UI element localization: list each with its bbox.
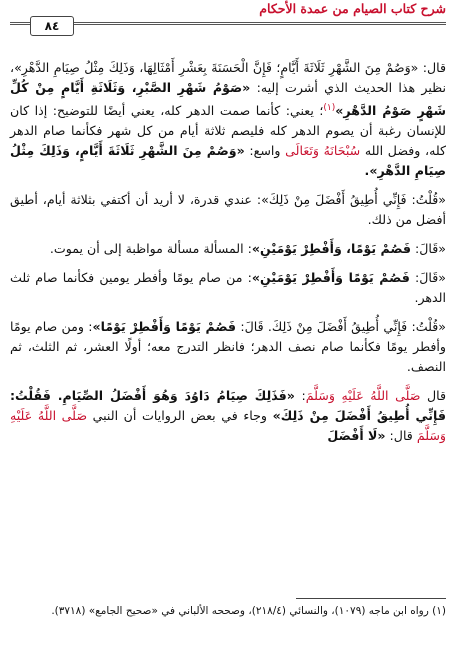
p6-hadith-quote-2: «لَا أَفْضَلَ (327, 428, 386, 444)
footnote-ref: (١) (323, 103, 336, 113)
paragraph-2 (10, 190, 446, 230)
p1-text-4: واسع: (244, 143, 286, 159)
p1-text-1: قال: «وَصُمْ مِنَ الشَّهْرِ ثَلَاثَةَ أَيَّامٍ؛ فَإِنَّ الْحَسَنَةَ بِعَشْرِ أَمْثَالِهَا، وَذَلِكَ مِثْلُ صِيَامِ الدَّهْرِ»، نظير هذا الحديث الذي أشرت إليه: (10, 60, 447, 95)
p4-quote-bold: فَصُمْ يَوْمًا وَأَفْطِرْ يَوْمَيْنِ» (251, 270, 410, 286)
page-number: ٨٤ (30, 16, 74, 36)
p6-text-5: قال: (385, 428, 417, 444)
p1-hadith-quote-2: «وَصُمْ مِنَ الشَّهْرِ ثَلَاثَةَ أَيَّامٍ، وَذَلِكَ مِثْلُ صِيَامِ الدَّهْرِ». (10, 143, 446, 179)
p2-text: : عندي قدرة، لا أريد أن أكتفي بثلاثة أيام، أطيق أفضل من ذلك. (10, 192, 446, 228)
paragraph-4 (10, 268, 446, 308)
p6-text-4: وجاء في بعض الروايات أن النبي (87, 408, 273, 424)
p3-quote-start: «قَالَ: (411, 241, 446, 257)
paragraph-5 (10, 317, 446, 377)
footnote (10, 603, 446, 620)
honorific-glyph: صَلَّى اللَّهُ عَلَيْهِ وَسَلَّمَ (10, 408, 446, 444)
p1-hadith-quote: «صَوْمُ شَهْرِ الصَّبْرِ، وَثَلَاثَةِ أَيَّامٍ مِنْ كُلِّ شَهْرٍ صَوْمُ الدَّهْرِ» (10, 80, 446, 119)
p6-hadith-quote: «فَذَلِكَ صِيَامُ دَاوُدَ وَهُوَ أَفْضَلُ الصِّيَامِ. فَقُلْتُ: فَإِنِّي أُطِيقُ أَفْضَلَ مِنْ ذَلِكَ» (10, 388, 447, 424)
p3-quote-bold: فَصُمْ يَوْمًا، وَأَفْطِرْ يَوْمَيْنِ» (251, 241, 412, 257)
footnote-text: رواه ابن ماجه (١٠٧٩)، والنسائي (٢١٨/٤)، وصححه الألباني في «صحيح الجامع» (٣٧١٨). (51, 605, 433, 617)
paragraph-1 (10, 58, 446, 181)
p3-text: : المسألة مسألة مواظبة إلى أن يموت. (49, 241, 252, 257)
p2-quote: «قُلْتُ: فَإِنِّي أُطِيقُ أَفْضَلَ مِنْ ذَلِكَ» (261, 192, 447, 208)
honorific-glyph: صَلَّى اللَّهُ عَلَيْهِ وَسَلَّمَ (305, 388, 421, 404)
p5-quote-bold: فَصُمْ يَوْمًا وَأَفْطِرْ يَوْمًا» (92, 319, 237, 335)
paragraph-3 (10, 239, 446, 259)
p6-text-2: : (294, 388, 306, 404)
paragraph-6 (10, 386, 446, 446)
p5-text: : ومن صام يومًا وأفطر يومًا فكأنما صام نصف الدهر؛ فانظر التدرج معه؛ أولًا العشر، ثم الثلث، ثم النصف. (10, 319, 446, 375)
footnote-number: (١) (432, 605, 446, 617)
book-title: شرح كتاب الصيام من عمدة الأحكام (259, 1, 446, 16)
p6-text-1: قال (420, 388, 447, 404)
page-body (10, 58, 446, 455)
p1-text-3: ؛ يعني: كأنما صمت الدهر كله، يعني أيضًا للتوضيح: إذا كان للإنسان رغبة أن يصوم الدهر كله فليصم ثلاثة أيام من كل شهر فكأنما صام الدهر كله، وفضل الله (10, 103, 447, 159)
p5-quote-start: «قُلْتُ: فَإِنِّي أُطِيقُ أَفْضَلَ مِنْ ذَلِكَ. قَالَ: (236, 319, 446, 335)
p4-quote-start: «قَالَ: (409, 270, 446, 286)
p4-text: : من صام يومًا وأفطر يومين فكأنما صام ثلث الدهر. (10, 270, 446, 306)
header-rule (10, 22, 446, 25)
honorific-glyph: سُبْحَانَهُ وَتَعَالَى (285, 143, 361, 159)
footnote-rule (296, 598, 446, 599)
